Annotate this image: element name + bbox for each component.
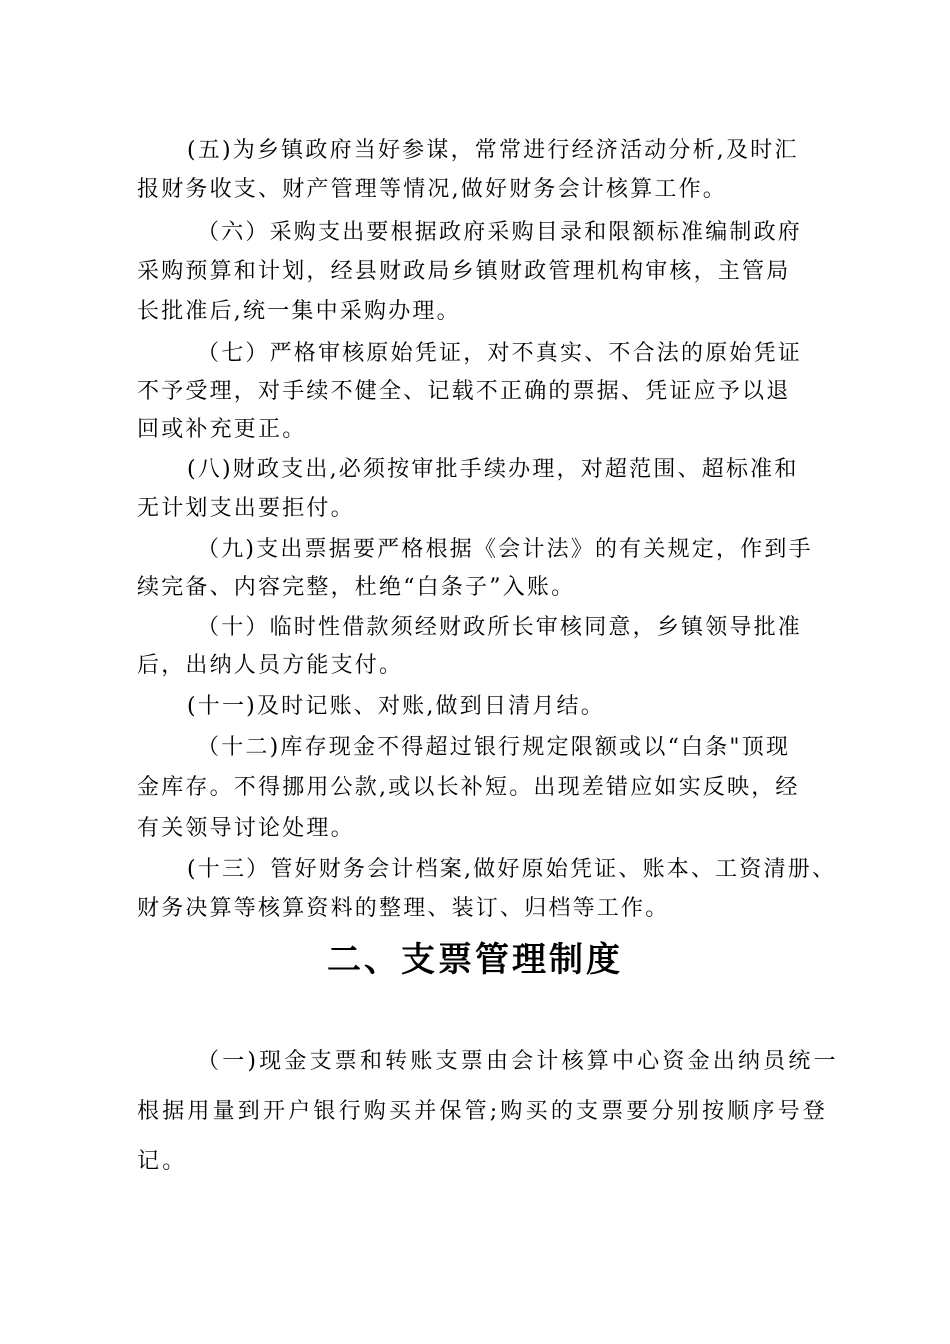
paragraph-8-line-2: 无计划支出要拒付。 <box>137 496 355 521</box>
paragraph-12-line-2: 金库存。不得挪用公款,或以长补短。出现差错应如实反映，经 <box>137 775 800 800</box>
paragraph-7-line-2: 不予受理，对手续不健全、记载不正确的票据、凭证应予以退 <box>137 379 791 404</box>
paragraph-10-line-1: （十）临时性借款须经财政所长审核同意，乡镇领导批准 <box>197 615 803 640</box>
section-paragraph-line-3: 记。 <box>137 1149 188 1174</box>
paragraph-13-line-2: 财务决算等核算资料的整理、装订、归档等工作。 <box>137 896 670 921</box>
paragraph-7-line-1: （七）严格审核原始凭证，对不真实、不合法的原始凭证 <box>197 341 803 366</box>
section-heading: 二、支票管理制度 <box>327 940 623 980</box>
paragraph-8-line-1: (八)财政支出,必须按审批手续办理，对超范围、超标准和 <box>187 457 799 482</box>
paragraph-5-line-1: (五)为乡镇政府当好参谋，常常进行经济活动分析,及时汇 <box>187 138 799 163</box>
paragraph-10-line-2: 后，出纳人员方能支付。 <box>137 653 404 678</box>
paragraph-6-line-2: 采购预算和计划，经县财政局乡镇财政管理机构审核，主管局 <box>137 259 791 284</box>
paragraph-11-line-1: (十一)及时记账、对账,做到日清月结。 <box>187 694 605 719</box>
paragraph-9-line-2: 续完备、内容完整，杜绝“白条子”入账。 <box>137 575 576 600</box>
paragraph-7-line-3: 回或补充更正。 <box>137 417 307 442</box>
paragraph-12-line-3: 有关领导讨论处理。 <box>137 816 355 841</box>
paragraph-5-line-2: 报财务收支、财产管理等情况,做好财务会计核算工作。 <box>137 177 727 202</box>
paragraph-9-line-1: （九)支出票据要严格根据《会计法》的有关规定，作到手 <box>197 537 813 562</box>
section-paragraph-line-1: （一)现金支票和转账支票由会计核算中心资金出纳员统一 <box>197 1049 839 1074</box>
paragraph-6-line-3: 长批准后,统一集中采购办理。 <box>137 299 461 324</box>
paragraph-12-line-1: （十二)库存现金不得超过银行规定限额或以“白条"顶现 <box>197 735 791 760</box>
section-paragraph-line-2: 根据用量到开户银行购买并保管;购买的支票要分别按顺序号登 <box>137 1099 829 1124</box>
paragraph-13-line-1: (十三）管好财务会计档案,做好原始凭证、账本、工资清册、 <box>187 857 837 882</box>
paragraph-6-line-1: （六）采购支出要根据政府采购目录和限额标准编制政府 <box>197 220 803 245</box>
